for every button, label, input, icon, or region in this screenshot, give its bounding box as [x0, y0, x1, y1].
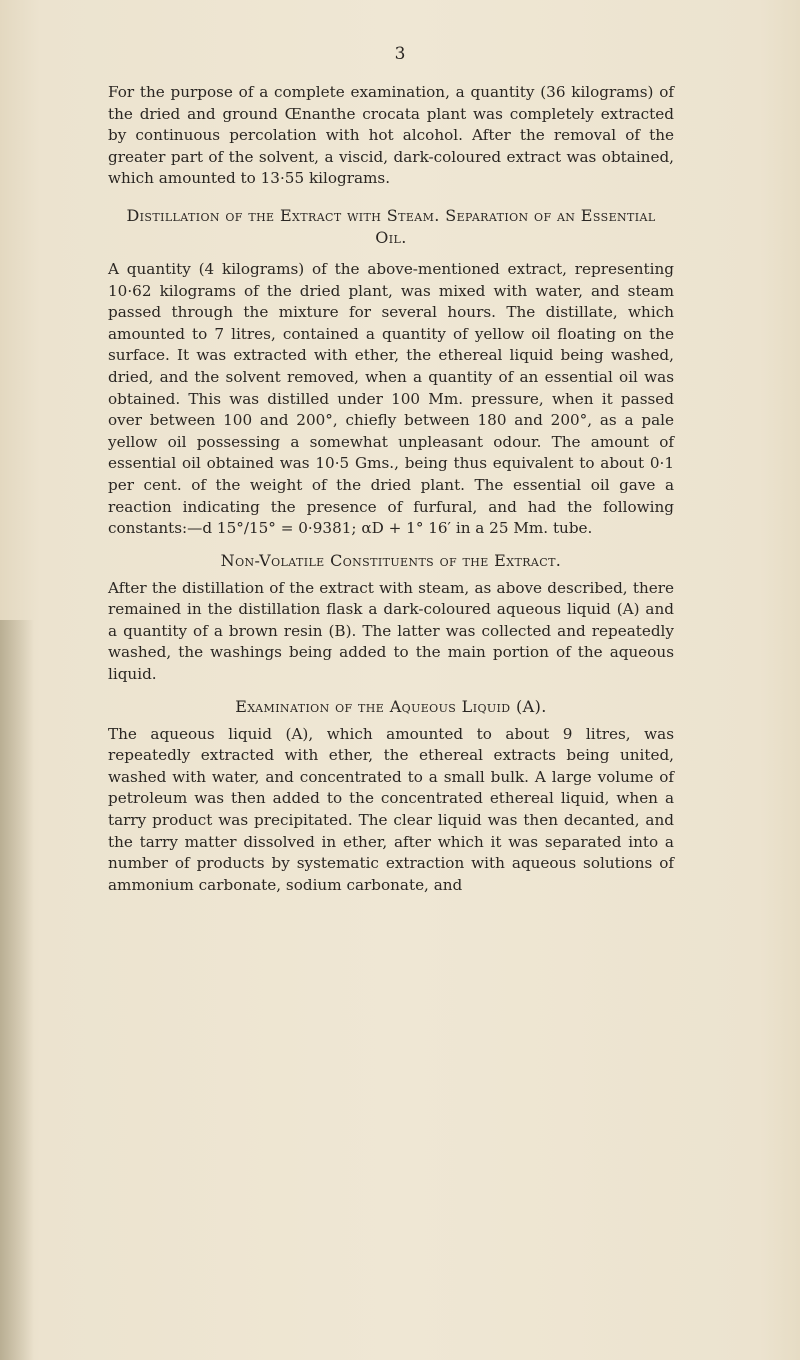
section-heading-non-volatile: Non-Volatile Constituents of the Extract.	[220, 550, 562, 570]
page-number: 3	[394, 44, 406, 64]
page-edge-shadow	[0, 620, 34, 1360]
paragraph-non-volatile: After the distillation of the extract with steam, as above described, there remained in the distillation flask a dark-coloured aqueous liquid (A) and a quantity of a brown resin (B). The latter was collected and repeatedly washed, the washings being added to the main portion of the aqueous liquid.	[108, 578, 674, 684]
document-body	[108, 82, 674, 896]
paragraph-distillation: A quantity (4 kilograms) of the above-mentioned extract, representing 10·62 kilograms of the dried plant, was mixed with water, and steam passed through the mixture for several hours. The distillate, which amounted to 7 litres, contained a quantity of yellow oil floating on the surface. It was extracted with ether, the ethereal liquid being washed, dried, and the solvent removed, when a quantity of an essential oil was obtained. This was distilled under 100 Mm. pressure, when it passed over between 100 and 200°, chiefly between 180 and 200°, as a pale yellow oil possessing a somewhat unpleasant odour. The amount of essential oil obtained was 10·5 Gms., being thus equivalent to about 0·1 per cent. of the weight of the dried plant. The essential oil gave a reaction indicating the presence of furfural, and had the following constants:—d 15°/15° = 0·9381; αD + 1° 16′ in a 25 Mm. tube.	[108, 259, 674, 538]
section-heading-aqueous-liquid: Examination of the Aqueous Liquid (A).	[235, 696, 547, 716]
paragraph-intro: For the purpose of a complete examination, a quantity (36 kilograms) of the dried and ground Œnanthe crocata plant was completely extracted by continuous percolation with hot alcohol. After the removal of the greater part of the solvent, a viscid, dark-coloured extract was obtained, which amounted to 13·55 kilograms.	[108, 83, 674, 188]
section-heading-distillation: Distillation of the Extract with Steam. Separation of an Essential Oil.	[126, 205, 656, 247]
paragraph-aqueous-liquid: The aqueous liquid (A), which amounted to about 9 litres, was repeatedly extracted with ether, the ethereal extracts being united, washed with water, and concentrated to a small bulk. A large volume of petroleum was then added to the concentrated ethereal liquid, when a tarry product was precipitated. The clear liquid was then decanted, and the tarry matter dissolved in ether, after which it was separated into a number of products by systematic extraction with aqueous solutions of ammonium carbonate, sodium carbonate, and	[108, 724, 674, 894]
